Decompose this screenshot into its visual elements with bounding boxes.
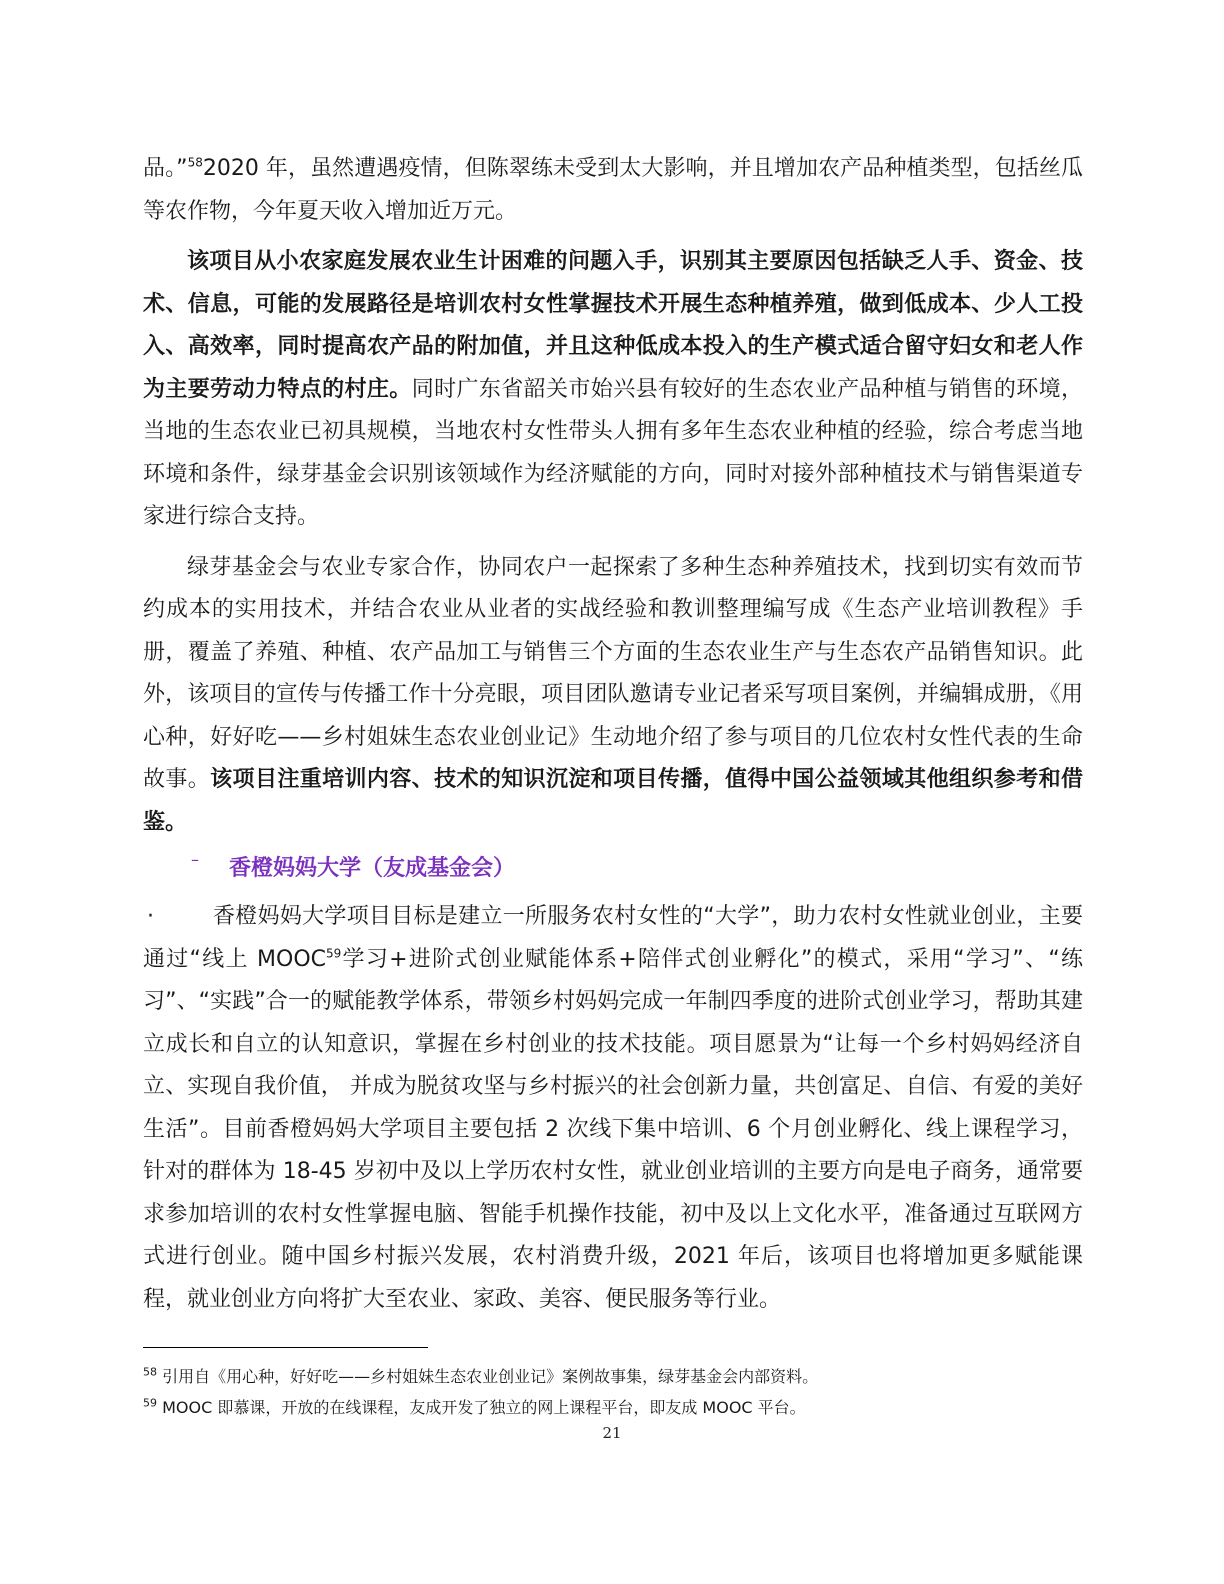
footnote-59: [143, 1395, 806, 1421]
section-heading: [143, 848, 1083, 890]
paragraph-4: [143, 896, 1083, 1321]
paragraph-2-normal: 同时广东省韶关市始兴县有较好的生态农业产品种植与销售的环境，当地的生态农业已初具规模，当地农村女性带头人拥有多年生态农业种植的经验，综合考虑当地环境和条件，绿芽基金会识别该领域作为经济赋能的方向，同时对接外部种植技术与销售渠道专家进行综合支持。: [143, 376, 1083, 529]
paragraph-1-text-a: 品。”: [143, 156, 188, 181]
bullet-dot-icon: ·: [147, 904, 154, 929]
page-number: 21: [602, 1424, 622, 1442]
section-title: 香橙妈妈大学（友成基金会）: [229, 856, 516, 881]
footnote-text: MOOC 即慕课，开放的在线课程，友成开发了独立的网上课程平台，即友成 MOOC 平台。: [157, 1398, 806, 1417]
footnote-58: [143, 1364, 818, 1390]
footnote-text: 引用自《用心种，好好吃——乡村姐妹生态农业创业记》案例故事集，绿芽基金会内部资料。: [157, 1367, 819, 1386]
paragraph-1: [143, 148, 1083, 233]
footnote-ref-58[interactable]: 58: [187, 155, 203, 170]
paragraph-4-text-a: 香橙妈妈大学项目目标是建立一所服务农村女性的“大学”，助力农村女性就业创业，主要通过“线上 MOOC: [143, 904, 1083, 972]
paragraph-4-text-b: 学习+进阶式创业赋能体系+陪伴式创业孵化”的模式，采用“学习”、“练习”、“实践”合一的赋能教学体系，带领乡村妈妈完成一年制四季度的进阶式创业学习，帮助其建立成长和自立的认知意识，掌握在乡村创业的技术技能。项目愿景为“让每一个乡村妈妈经济自立、实现自我价值， 并成为脱贫攻坚与乡村振兴的社会创新力量，共创富足、自信、有爱的美好生活”。目前香橙妈妈大学项目主要包括 2 次线下集中培训、6 个月创业孵化、线上课程学习，针对的群体为 18-45 岁初中及以上学历农村女性，就业创业培训的主要方向是电子商务，通常要求参加培训的农村女性掌握电脑、智能手机操作技能，初中及以上文化水平，准备通过互联网方式进行创业。随中国乡村振兴发展，农村消费升级，2021 年后，该项目也将增加更多赋能课程，就业创业方向将扩大至农业、家政、美容、便民服务等行业。: [143, 946, 1083, 1312]
paragraph-2-bold: 该项目从小农家庭发展农业生计困难的问题入手，识别其主要原因包括缺乏人手、资金、技术、信息，可能的发展路径是培训农村女性掌握技术开展生态种植养殖，做到低成本、少人工投入、高效率，同时提高农产品的附加值，并且这种低成本投入的生产模式适合留守妇女和老人作为主要劳动力特点的村庄。: [143, 249, 1083, 402]
footnote-ref-59[interactable]: 59: [326, 946, 342, 961]
page-body: [143, 148, 1083, 1321]
paragraph-3: [143, 547, 1083, 845]
footnote-number: 59: [143, 1396, 157, 1410]
footnote-number: 58: [143, 1365, 157, 1379]
paragraph-2: [143, 241, 1083, 539]
paragraph-3-bold: 该项目注重培训内容、技术的知识沉淀和项目传播，值得中国公益领域其他组织参考和借鉴。: [143, 767, 1083, 835]
paragraph-1-text-b: 2020 年，虽然遭遇疫情，但陈翠练未受到太大影响，并且增加农产品种植类型，包括丝瓜等农作物，今年夏天收入增加近万元。: [143, 156, 1084, 224]
footnote-divider: [143, 1347, 428, 1348]
paragraph-4-body: [143, 896, 1083, 1321]
paragraph-3-normal: 绿芽基金会与农业专家合作，协同农户一起探索了多种生态种养殖技术，找到切实有效而节约成本的实用技术，并结合农业从业者的实战经验和教训整理编写成《生态产业培训教程》手册，覆盖了养殖、种植、农产品加工与销售三个方面的生态农业生产与生态农产品销售知识。此外，该项目的宣传与传播工作十分亮眼，项目团队邀请专业记者采写项目案例，并编辑成册，《用心种，好好吃——乡村姐妹生态农业创业记》生动地介绍了参与项目的几位农村女性代表的生命故事。: [143, 554, 1083, 792]
heading-marker: –: [191, 850, 199, 869]
